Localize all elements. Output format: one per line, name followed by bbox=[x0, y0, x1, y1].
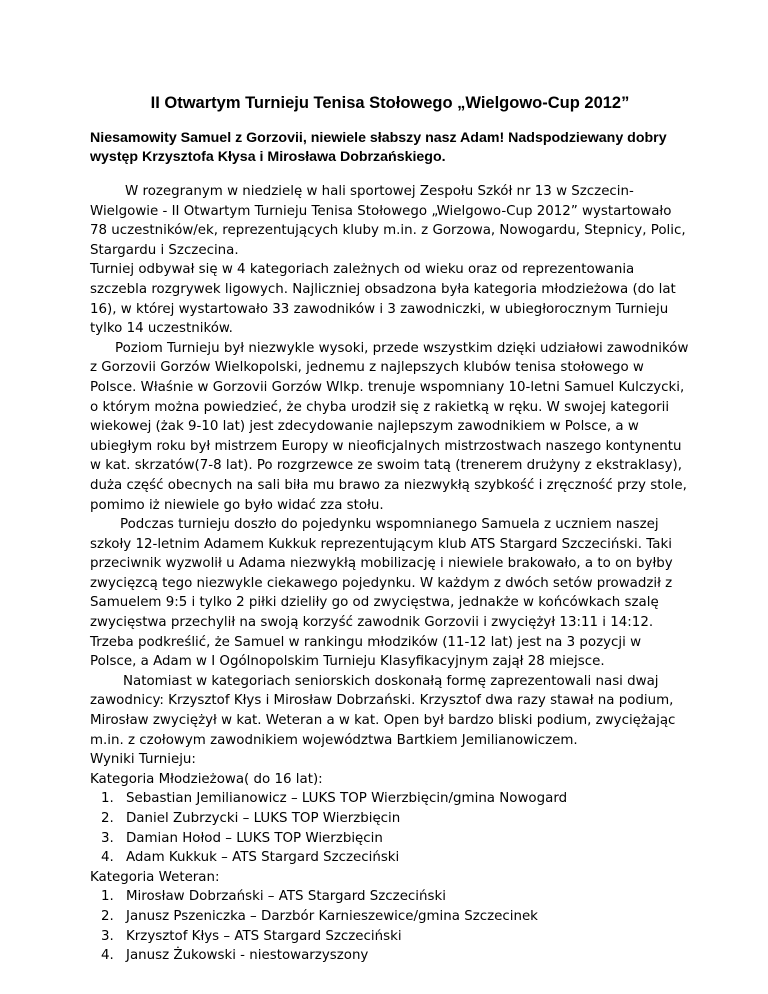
document-title: II Otwartym Turnieju Tenisa Stołowego „Wielgowo-Cup 2012” bbox=[150, 94, 630, 112]
paragraph-tournament-intro: W rozegranym w niedzielę w hali sportowej Zespołu Szkół nr 13 w Szczecin-Wielgowie - II Otwartym Turnieju Tenisa Stołowego „Wielgowo-Cup 2012” wystartowało 78 uczestników/ek, reprezentujących kluby m.in. z Gorzowa, Nowogardu, Stepnicy, Polic, Stargardu i Szczecina. bbox=[90, 184, 686, 258]
paragraph-level: Poziom Turnieju był niezwykle wysoki, przede wszystkim dzięki udziałowi zawodników z Gorzovii Gorzów Wielkopolski, jednemu z najlepszych klubów tenisa stołowego w Polsce. Właśnie w Gorzovii Gorzów Wlkp. trenuje wspomniany 10-letni Samuel Kulczycki, o którym można powiedzieć, że chyba urodził się z rakietką w ręku. W swojej kategorii wiekowej (żak 9-10 lat) jest zdecydowanie najlepszym zawodnikiem w Polsce, a w ubiegłym roku był mistrzem Europy w nieoficjalnych mistrzostwach naszego kontynentu w kat. skrzatów(7-8 lat). Po rozgrzewce ze swoim tatą (trenerem drużyny z ekstraklasy), duża część obecnych na sali biła mu brawo za niezwykłą szybkość i zręczność przy stole, pomimo iż niewiele go było widać zza stołu. bbox=[90, 340, 689, 513]
article-body bbox=[90, 182, 690, 966]
results-heading: Wyniki Turnieju: bbox=[90, 752, 196, 768]
list-item: 4. Janusz Żukowski - niestowarzyszony bbox=[118, 946, 690, 966]
results-list-youth bbox=[90, 789, 690, 867]
list-item: 2. Janusz Pszeniczka – Darzbór Karnieszewice/gmina Szczecinek bbox=[118, 907, 690, 927]
list-item: 1. Mirosław Dobrzański – ATS Stargard Szczeciński bbox=[118, 887, 690, 907]
list-item: 3. Krzysztof Kłys – ATS Stargard Szczeciński bbox=[118, 927, 690, 947]
lead-paragraph: Niesamowity Samuel z Gorzovii, niewiele słabszy nasz Adam! Nadspodziewany dobry występ Krzysztofa Kłysa i Mirosława Dobrzańskiego. bbox=[90, 130, 667, 165]
list-item: 3. Damian Hołod – LUKS TOP Wierzbięcin bbox=[118, 829, 690, 849]
results-list-veteran bbox=[90, 887, 690, 965]
list-item: 1. Sebastian Jemilianowicz – LUKS TOP Wierzbięcin/gmina Nowogard bbox=[118, 789, 690, 809]
paragraph-seniors: Natomiast w kategoriach seniorskich doskonałą formę zaprezentowali nasi dwaj zawodnicy: Krzysztof Kłys i Mirosław Dobrzański. Krzysztof dwa razy stawał na podium, Mirosław zwyciężył w kat. Weteran a w kat. Open był bardzo bliski podium, zwyciężając m.in. z czołowym zawodnikiem województwa Bartkiem Jemilianowiczem. bbox=[90, 673, 676, 748]
document-page bbox=[90, 94, 690, 966]
list-item: 2. Daniel Zubrzycki – LUKS TOP Wierzbięcin bbox=[118, 809, 690, 829]
paragraph-match: Podczas turnieju doszło do pojedynku wspomnianego Samuela z uczniem naszej szkoły 12-letnim Adamem Kukkuk reprezentującym klub ATS Stargard Szczeciński. Taki przeciwnik wyzwolił u Adama niezwykłą mobilizację i niewiele brakowało, a to on byłby zwycięzcą tego niezwykle ciekawego pojedynku. W każdym z dwóch setów prowadził z Samuelem 9:5 i tylko 2 piłki dzieliły go od zwycięstwa, jednakże w końcówkach szalę zwycięstwa przechylił na swoją korzyść zawodnik Gorzovii i zwyciężył 13:11 i 14:12. bbox=[90, 517, 673, 631]
category-heading-youth: Kategoria Młodzieżowa( do 16 lat): bbox=[90, 771, 323, 787]
paragraph-categories: Turniej odbywał się w 4 kategoriach zależnych od wieku oraz od reprezentowania szczebla rozgrywek ligowych. Najliczniej obsadzona była kategoria młodzieżowa (do lat 16), w której wystartowało 33 zawodników i 3 zawodniczki, w ubiegłorocznym Turnieju tylko 14 uczestników. bbox=[90, 262, 676, 337]
category-heading-veteran: Kategoria Weteran: bbox=[90, 869, 220, 885]
list-item: 4. Adam Kukkuk – ATS Stargard Szczeciński bbox=[118, 848, 690, 868]
paragraph-ranking: Trzeba podkreślić, że Samuel w rankingu młodzików (11-12 lat) jest na 3 pozycji w Polsce, a Adam w I Ogólnopolskim Turnieju Klasyfikacyjnym zajął 28 miejsce. bbox=[90, 634, 642, 670]
